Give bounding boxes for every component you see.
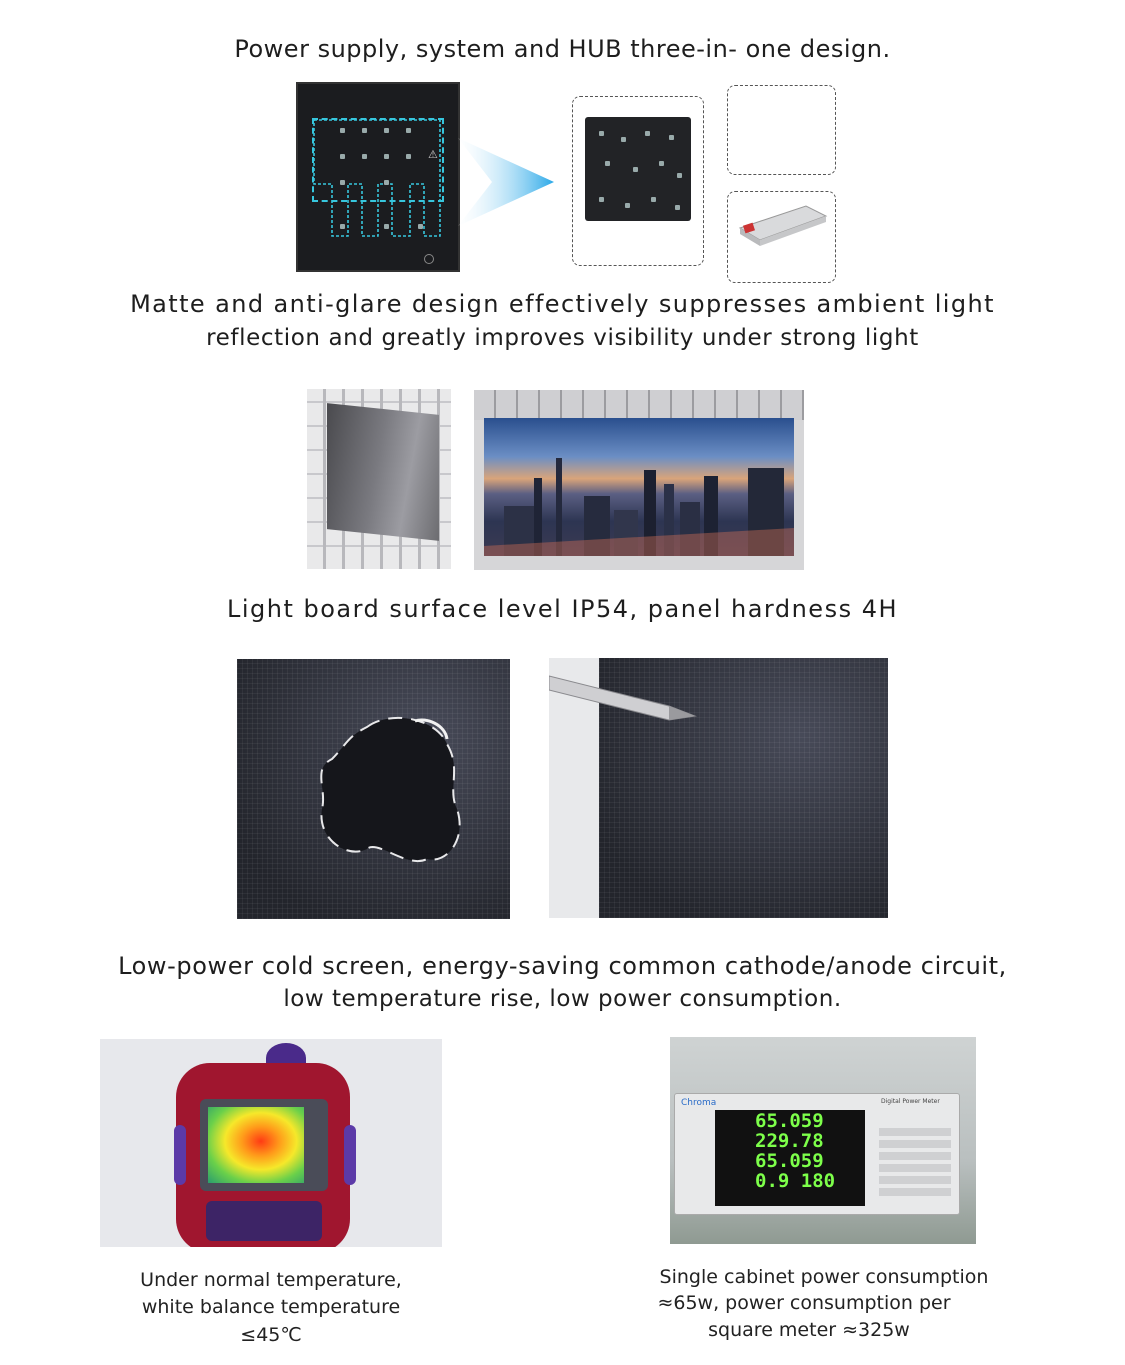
section1-heading: Power supply, system and HUB three-in- one design. (234, 35, 891, 63)
hardness-test-photo (549, 658, 888, 918)
section3-heading: Light board surface level IP54, panel hardness 4H (226, 595, 899, 623)
thermal-image (208, 1107, 304, 1183)
pen-icon (549, 658, 709, 728)
power-meter-device (674, 1093, 960, 1215)
hub-board-image (585, 117, 691, 221)
meter-brand: Chroma (681, 1098, 717, 1108)
left-caption-line1: Under normal temperature, (140, 1269, 402, 1291)
hub-board-box (572, 96, 704, 266)
left-caption-line3: ≤45℃ (240, 1324, 302, 1346)
right-caption-line2: ≈65w, power consumption per (657, 1292, 951, 1314)
meter-reading-2: 229.78 (755, 1130, 824, 1152)
right-caption-line1: Single cabinet power consumption (659, 1266, 989, 1288)
meter-reading-1: 65.059 (755, 1110, 824, 1132)
section4-heading-line2: low temperature rise, low power consumption. (283, 986, 842, 1012)
meter-keypad (879, 1124, 951, 1200)
meter-reading-4: 0.9 180 (755, 1170, 836, 1192)
section2-heading-line2: reflection and greatly improves visibility under strong light (206, 325, 919, 351)
cabinet-circuit-outline (312, 118, 442, 238)
section2-heading-line1: Matte and anti-glare design effectively suppresses ambient light (130, 290, 995, 318)
system-card-box (727, 85, 836, 175)
water-drop-photo (237, 659, 510, 919)
warning-icon: ⚠ (428, 148, 438, 161)
section4-heading-line1: Low-power cold screen, energy-saving common cathode/anode circuit, (118, 952, 1007, 980)
thermal-camera-body (176, 1063, 350, 1247)
right-caption-line3: square meter ≈325w (708, 1319, 910, 1341)
meter-display (715, 1110, 865, 1206)
meter-reading-3: 65.059 (755, 1150, 824, 1172)
water-drop-shape (297, 699, 477, 889)
city-display-photo (474, 390, 804, 570)
power-supply-icon (736, 202, 828, 246)
matte-screen-photo (307, 389, 451, 569)
power-supply-box (727, 191, 836, 283)
connector-icon (424, 254, 434, 264)
left-caption-line2: white balance temperature (141, 1296, 401, 1318)
power-meter-photo (670, 1037, 976, 1244)
meter-model: Digital Power Meter (881, 1098, 940, 1105)
led-cabinet-image (296, 82, 460, 272)
arrow-right-icon (458, 132, 556, 232)
thermal-camera-photo (100, 1039, 442, 1247)
